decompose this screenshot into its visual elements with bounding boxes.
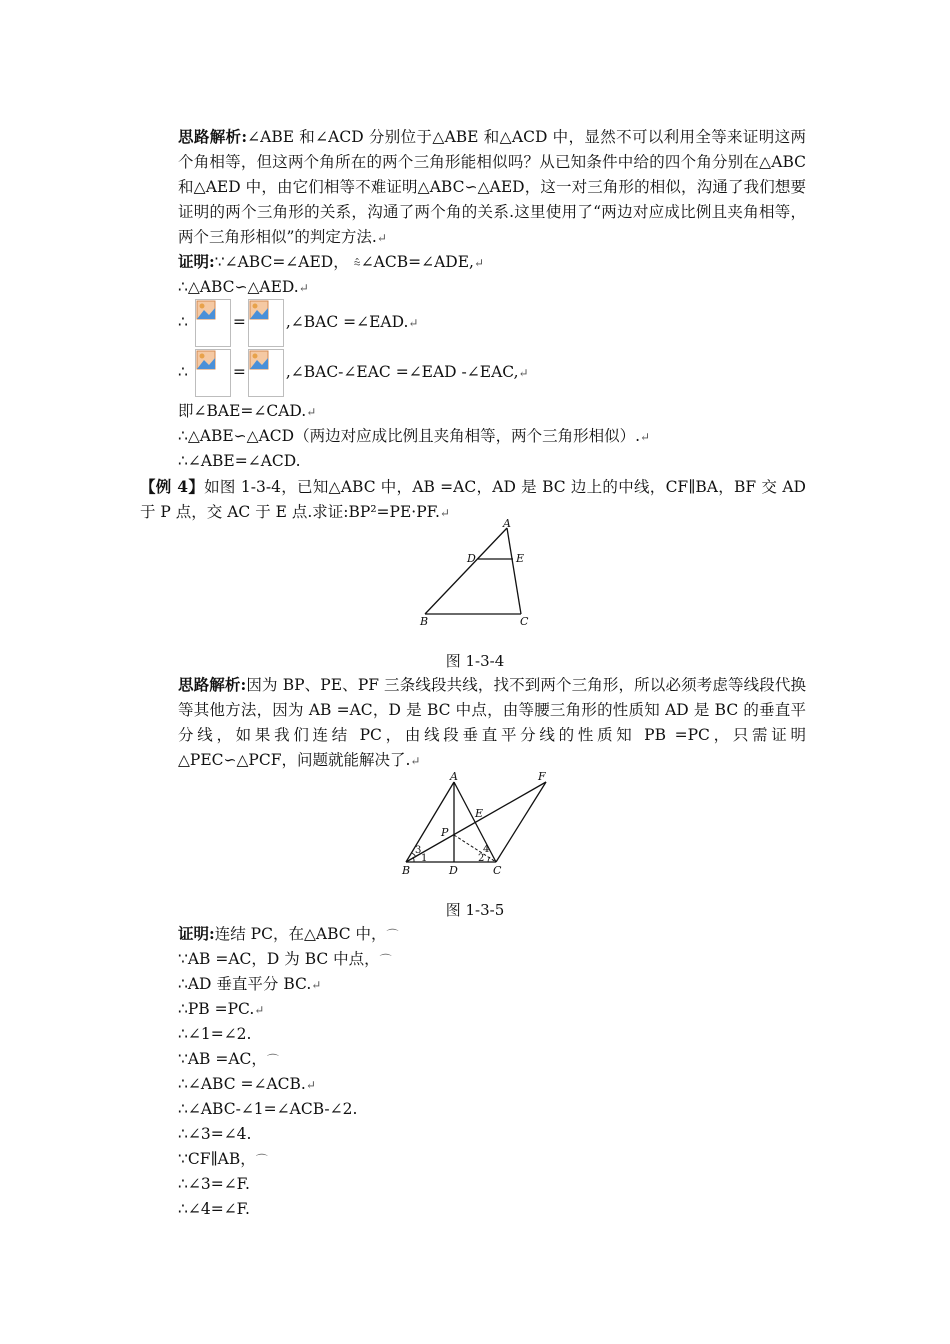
proof2-line-11: [178, 1172, 250, 1196]
proof2-text-10: ∵CF∥AB，: [178, 1150, 256, 1168]
proof2-line-3: [178, 972, 321, 997]
proof2-text-4: ∴PB =PC.: [178, 1000, 255, 1018]
paragraph-mark-icon: ↵: [376, 231, 387, 245]
proof2-line-8: [178, 1097, 357, 1121]
proof2-line-10: [178, 1147, 268, 1172]
proof2-text-8: ∴∠ABC-∠1=∠ACB-∠2.: [178, 1100, 358, 1118]
proof1-text-1b: ∠ACB=∠ADE,: [360, 253, 474, 271]
paragraph-mark-icon: ↵: [410, 754, 421, 768]
angle-arc-2: [488, 857, 490, 862]
paragraph-mark-icon: ↵: [254, 1003, 265, 1017]
paragraph-mark-icon: ↵: [408, 316, 419, 330]
paragraph-mark-icon: ⌒: [255, 1153, 268, 1167]
proof2-text-2: ∵AB =AC，D 为 BC 中点，: [178, 950, 380, 968]
analysis-paragraph-2: [178, 672, 806, 774]
angle-label-4: 4: [483, 844, 490, 855]
comma: ,: [285, 313, 291, 331]
angle-label-1: 1: [421, 853, 428, 864]
paragraph-mark-icon: ↵: [306, 405, 317, 419]
proof2-text-9: ∴∠3=∠4.: [178, 1125, 252, 1143]
proof1-text-3: ∠BAC =∠EAD.: [290, 313, 409, 331]
angle-label-3: 3: [415, 845, 422, 856]
segment-ab: [425, 528, 507, 614]
example-text: 如图 1-3-4，已知△ABC 中，AB =AC，AD 是 BC 边上的中线，CF∥BA，BF 交 AD 于 P 点，交 AC 于 E 点.求证:BP²=PE·PF.: [140, 478, 806, 521]
label-e: E: [516, 552, 525, 565]
therefore-symbol: ∴: [178, 363, 188, 381]
comma: ,: [285, 363, 291, 381]
analysis-paragraph-1: [178, 124, 806, 251]
label-b: B: [402, 864, 411, 877]
paragraph-mark-icon: ↵: [473, 256, 485, 270]
proof1-line-2: [178, 275, 309, 300]
proof-label: 证明:: [178, 252, 215, 271]
proof2-line-6: [178, 1047, 279, 1072]
proof2-line-7: [178, 1072, 316, 1097]
proof2-line-5: [178, 1022, 251, 1046]
proof2-text-7: ∴∠ABC =∠ACB.: [178, 1075, 306, 1093]
proof1-line-4: [178, 348, 529, 397]
proof2-text-1: 连结 PC，在△ABC 中，: [214, 925, 387, 943]
paragraph-mark-icon: ↵: [298, 281, 309, 295]
equals-sign: =: [232, 313, 246, 331]
proof1-line-6: [178, 424, 650, 449]
segment-bf: [406, 782, 546, 862]
label-b: B: [420, 615, 429, 628]
paragraph-mark-icon: ⌒: [379, 953, 392, 967]
proof1-text-2: ∴△ABC∽△AED.: [178, 278, 299, 296]
example-label: 【例 4】: [140, 477, 205, 496]
segment-ab: [406, 782, 454, 862]
proof2-text-12: ∴∠4=∠F.: [178, 1200, 250, 1218]
proof1-line-3: [178, 298, 418, 347]
therefore-symbol: ∴: [178, 313, 188, 331]
paragraph-mark-icon: ↵: [311, 978, 322, 992]
broken-image-icon: [248, 299, 284, 347]
analysis-text: 因为 BP、PE、PF 三条线段共线，找不到两个三角形，所以必须考虑等线段代换等其他方法，因为 AB =AC，D 是 BC 中点，由等腰三角形的性质知 AD 是 BC 的垂直平分线，如果我们连结 PC，由线段垂直平分线的性质知 PB =PC，只需证明△PEC∽△PCF，问题就能解决了.: [178, 676, 806, 769]
proof1-text-1: ∵∠ABC=∠AED，: [214, 253, 349, 271]
paragraph-mark-icon: ↵: [640, 430, 651, 444]
proof1-text-4: ∠BAC-∠EAC =∠EAD -∠EAC,: [290, 363, 519, 381]
label-c: C: [520, 615, 529, 628]
figure-1-3-5: [398, 768, 558, 880]
proof2-line-2: [178, 947, 392, 972]
label-a: A: [450, 770, 458, 783]
figure-caption-1-3-4: 图 1-3-4: [445, 652, 505, 670]
analysis-text: ∠ABE 和∠ACD 分别位于△ABE 和△ACD 中，显然不可以利用全等来证明这两个角相等，但这两个角所在的两个三角形能相似吗？从已知条件中给的四个角分别在△ABC 和△AED 中，由它们相等不难证明△ABC∽△AED，这一对三角形的相似，沟通了我们想要证明的两个三角形的关系，沟通了两个角的关系.这里使用了“两边对应成比例且夹角相等，两个三角形相似”的判定方法.: [178, 128, 806, 246]
analysis-label: 思路解析:: [178, 127, 248, 146]
proof1-line-5: [178, 399, 316, 424]
broken-image-icon: [248, 349, 284, 397]
proof2-text-11: ∴∠3=∠F.: [178, 1175, 250, 1193]
proof2-line-9: [178, 1122, 251, 1146]
segment-cf: [496, 782, 546, 862]
proof2-text-3: ∴AD 垂直平分 BC.: [178, 975, 312, 993]
angle-label-2: 2: [478, 853, 485, 864]
paragraph-mark-icon: ↵: [439, 506, 450, 520]
paragraph-mark-icon: ⌒: [386, 928, 399, 942]
label-d: D: [467, 552, 476, 565]
paragraph-mark-icon: ⌒: [266, 1053, 279, 1067]
proof2-line-1: [178, 922, 399, 947]
figure-1-3-4: [410, 518, 540, 630]
broken-image-icon: [195, 299, 231, 347]
proof1-text-5: 即∠BAE=∠CAD.: [178, 402, 307, 420]
proof1-line-7: [178, 449, 301, 473]
anchor-mark-icon: ⩯: [353, 256, 361, 270]
proof2-text-5: ∴∠1=∠2.: [178, 1025, 252, 1043]
label-c: C: [493, 864, 502, 877]
proof2-line-4: [178, 997, 264, 1022]
analysis-label: 思路解析:: [178, 675, 247, 694]
equals-sign: =: [232, 363, 246, 381]
proof1-line-1: [178, 250, 484, 275]
broken-image-icon: [195, 349, 231, 397]
figure-caption-1-3-5: 图 1-3-5: [445, 901, 505, 919]
proof-label: 证明:: [178, 924, 215, 943]
label-a: A: [503, 518, 511, 530]
segment-ac: [507, 528, 521, 614]
paragraph-mark-icon: ↵: [518, 366, 529, 380]
label-e: E: [475, 807, 484, 820]
label-d: D: [449, 864, 458, 877]
proof2-text-6: ∵AB =AC，: [178, 1050, 267, 1068]
proof1-text-7: ∴∠ABE=∠ACD.: [178, 452, 301, 470]
proof2-line-12: [178, 1197, 250, 1221]
label-p: P: [441, 826, 449, 839]
label-f: F: [538, 770, 546, 783]
proof1-text-6: ∴△ABE∽△ACD（两边对应成比例且夹角相等，两个三角形相似）.: [178, 427, 640, 445]
paragraph-mark-icon: ↵: [305, 1078, 316, 1092]
